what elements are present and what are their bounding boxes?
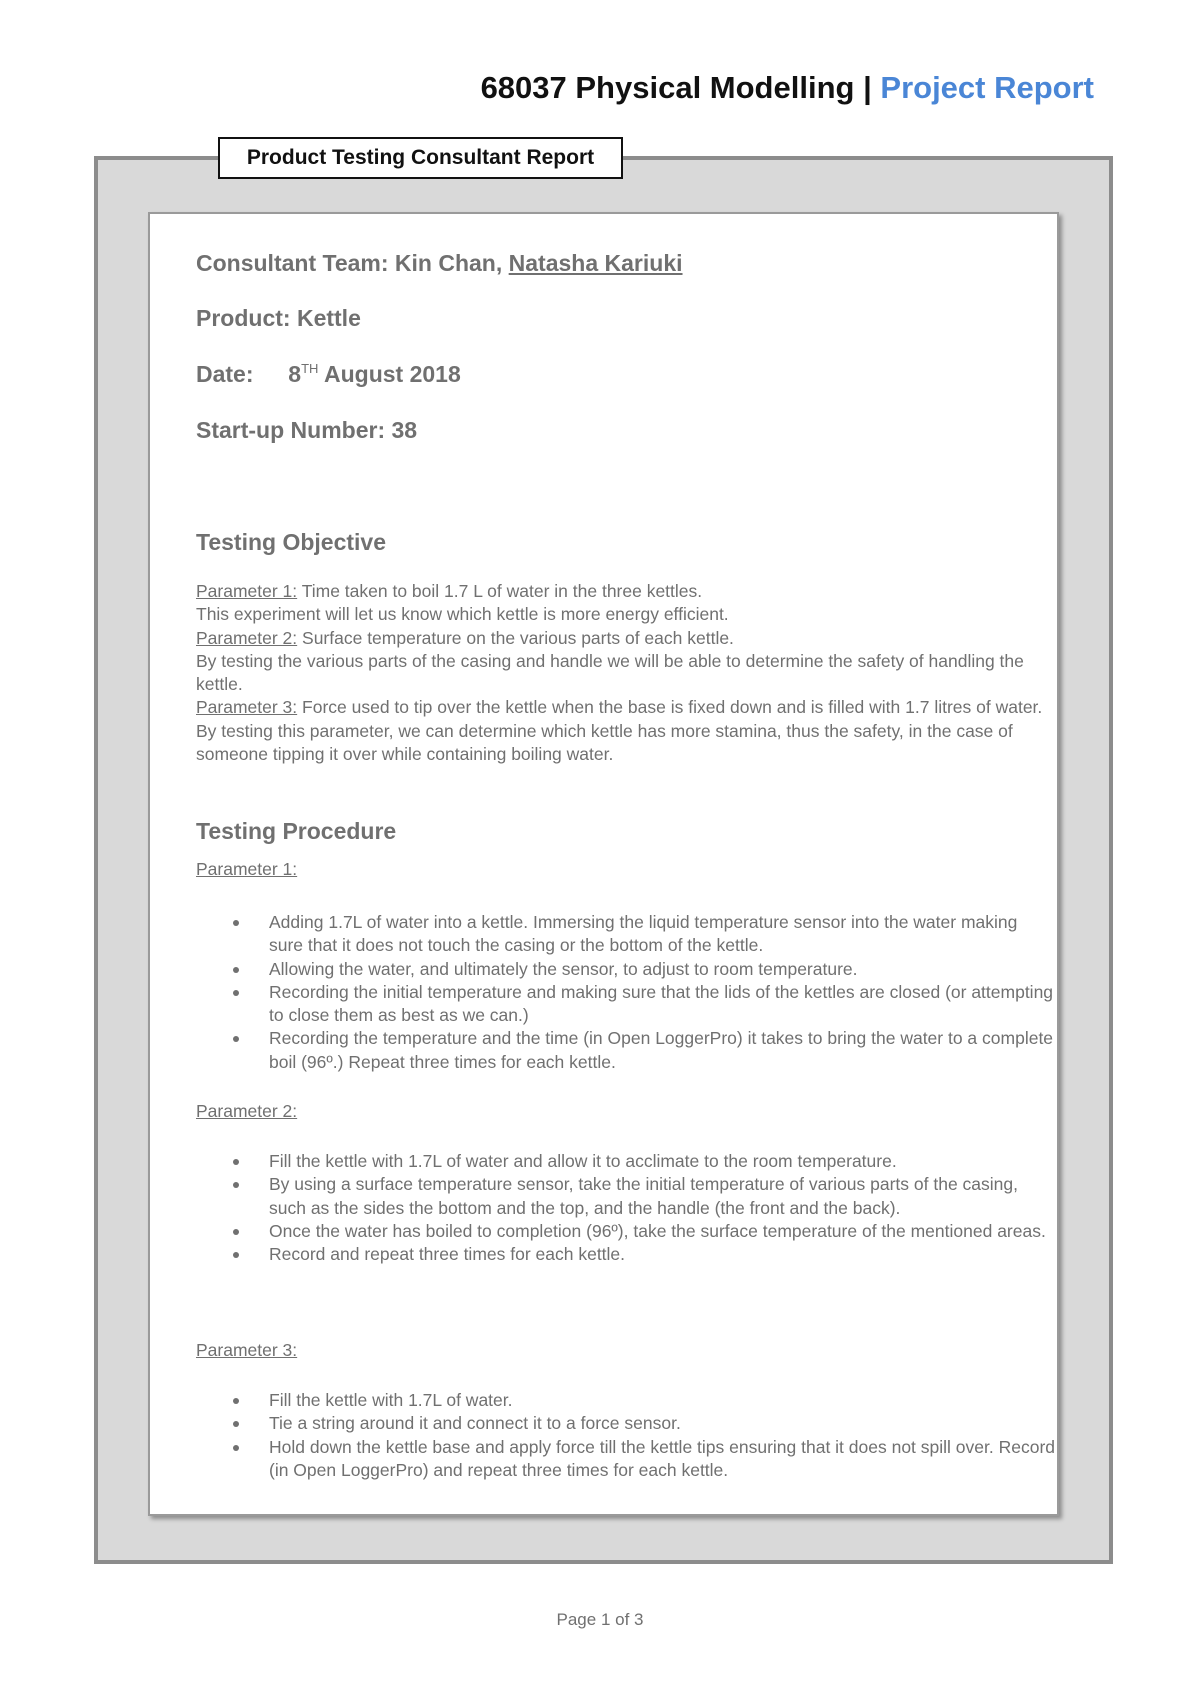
bullet-icon bbox=[233, 1252, 239, 1258]
objective-title: Testing Objective bbox=[196, 529, 387, 555]
date-line bbox=[196, 361, 461, 388]
procedure-param3-list bbox=[196, 1389, 1056, 1482]
objective-p3 bbox=[196, 696, 1051, 719]
list-item: Recording the initial temperature and making sure that the lids of the kettles are closed (or attempting to close them as best as we can.) bbox=[196, 981, 1056, 1028]
objective-p2 bbox=[196, 627, 1051, 650]
team-member-1: Kin Chan, bbox=[394, 250, 503, 276]
procedure-param1-list bbox=[196, 911, 1056, 1074]
objective-body bbox=[196, 580, 1051, 766]
bullet-icon bbox=[233, 1182, 239, 1188]
objective-p2-text: Surface temperature on the various parts of each kettle. bbox=[297, 627, 734, 648]
objective-p3-label: Parameter 3: bbox=[196, 697, 298, 718]
objective-p3-note: By testing this parameter, we can determine which kettle has more stamina, thus the safety, in the case of someone tipping it over while containing boiling water. bbox=[196, 720, 1013, 765]
team-label: Consultant Team: bbox=[196, 250, 389, 276]
procedure-param3-label: Parameter 3: bbox=[196, 1340, 298, 1360]
list-item: Record and repeat three times for each kettle. bbox=[196, 1243, 1056, 1266]
bullet-icon bbox=[233, 1229, 239, 1235]
list-item: Tie a string around it and connect it to a force sensor. bbox=[196, 1412, 1056, 1435]
list-item: Hold down the kettle base and apply force till the kettle tips ensuring that it does not spill over. Record (in Open LoggerPro) and repeat three times for each kettle. bbox=[196, 1436, 1056, 1483]
bullet-icon bbox=[233, 1159, 239, 1165]
frame-title: Product Testing Consultant Report bbox=[218, 137, 623, 179]
product-label: Product: bbox=[196, 305, 291, 331]
procedure-param2-label: Parameter 2: bbox=[196, 1101, 298, 1121]
bullet-icon bbox=[233, 967, 239, 973]
bullet-icon bbox=[233, 1421, 239, 1427]
date-day: 8 bbox=[288, 361, 302, 387]
report-label: Project Report bbox=[880, 70, 1094, 105]
page-header bbox=[481, 70, 1094, 106]
objective-p2-note: By testing the various parts of the casing and handle we will be able to determine the safety of handling the kettle. bbox=[196, 650, 1024, 695]
date-label: Date: bbox=[196, 361, 254, 387]
list-item: By using a surface temperature sensor, take the initial temperature of various parts of the casing, such as the sides the bottom and the top, and the handle (the front and the back). bbox=[196, 1173, 1056, 1220]
startup-line bbox=[196, 417, 417, 444]
list-item: Fill the kettle with 1.7L of water and allow it to acclimate to the room temperature. bbox=[196, 1150, 1056, 1173]
date-suffix: TH bbox=[301, 361, 319, 376]
objective-p1-note: This experiment will let us know which kettle is more energy efficient. bbox=[196, 604, 729, 625]
header-separator: | bbox=[863, 70, 872, 105]
bullet-icon bbox=[233, 920, 239, 926]
list-item: Fill the kettle with 1.7L of water. bbox=[196, 1389, 1056, 1412]
product-line bbox=[196, 305, 361, 332]
objective-p2-label: Parameter 2: bbox=[196, 627, 298, 648]
team-member-2: Natasha Kariuki bbox=[508, 250, 683, 276]
bullet-icon bbox=[233, 1036, 239, 1042]
objective-p1-text: Time taken to boil 1.7 L of water in the three kettles. bbox=[297, 581, 703, 601]
procedure-param1-label: Parameter 1: bbox=[196, 859, 298, 879]
course-title: 68037 Physical Modelling bbox=[480, 70, 855, 105]
startup-value: 38 bbox=[391, 417, 418, 443]
list-item: Allowing the water, and ultimately the sensor, to adjust to room temperature. bbox=[196, 958, 1056, 981]
consultant-team-line bbox=[196, 250, 683, 277]
procedure-title: Testing Procedure bbox=[196, 818, 397, 844]
objective-p1 bbox=[196, 580, 1051, 603]
page-number: Page 1 of 3 bbox=[556, 1610, 644, 1629]
bullet-icon bbox=[233, 1398, 239, 1404]
bullet-icon bbox=[233, 1445, 239, 1451]
bullet-icon bbox=[233, 990, 239, 996]
list-item: Recording the temperature and the time (in Open LoggerPro) it takes to bring the water to a complete boil (96º.) Repeat three times for each kettle. bbox=[196, 1027, 1056, 1074]
product-value: Kettle bbox=[296, 305, 361, 331]
list-item: Once the water has boiled to completion (96º), take the surface temperature of the mentioned areas. bbox=[196, 1220, 1056, 1243]
startup-label: Start-up Number: bbox=[196, 417, 386, 443]
list-item: Adding 1.7L of water into a kettle. Immersing the liquid temperature sensor into the water making sure that it does not touch the casing or the bottom of the kettle. bbox=[196, 911, 1056, 958]
date-rest: August 2018 bbox=[323, 361, 461, 387]
objective-p1-label: Parameter 1: bbox=[196, 581, 298, 601]
procedure-param2-list bbox=[196, 1150, 1056, 1266]
objective-p3-text: Force used to tip over the kettle when the base is fixed down and is filled with 1.7 litres of water. bbox=[297, 697, 1043, 718]
